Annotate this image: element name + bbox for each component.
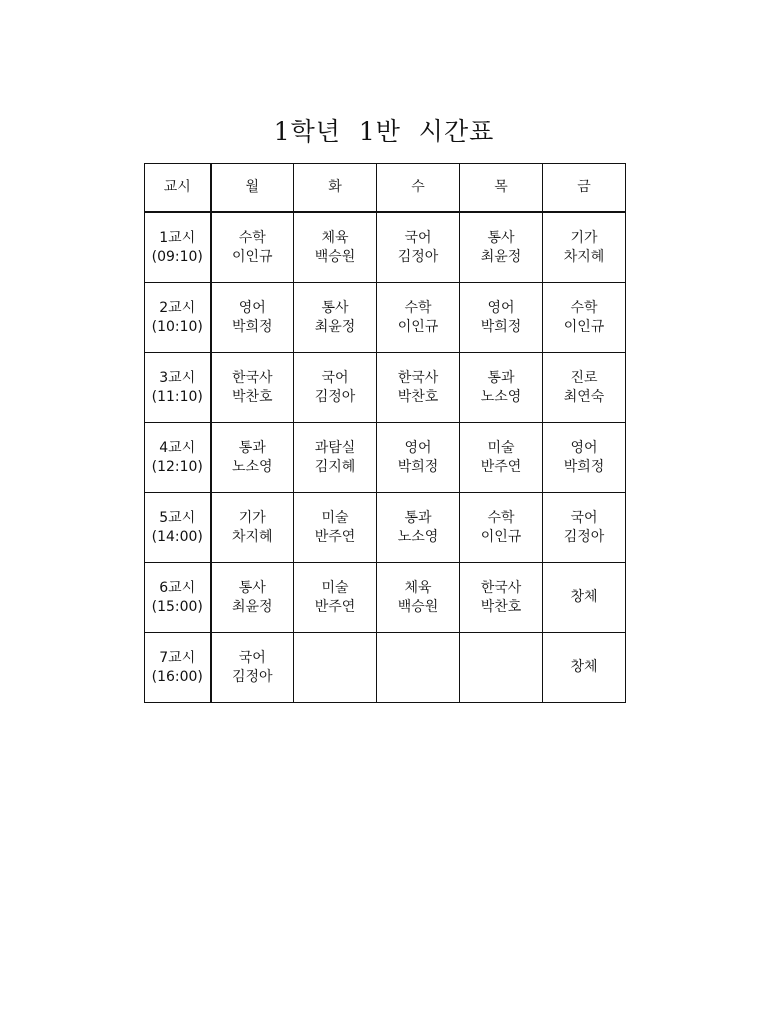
subject-name: 한국사	[397, 369, 439, 386]
table-row	[145, 283, 626, 353]
class-cell-fri	[543, 283, 626, 353]
teacher-name: 김정아	[314, 388, 356, 405]
teacher-name: 차지혜	[231, 528, 273, 545]
subject-name: 체육	[404, 579, 432, 596]
period-cell	[145, 353, 211, 423]
subject-name: 국어	[570, 509, 598, 526]
class-cell-tue	[294, 283, 377, 353]
teacher-name: 박찬호	[231, 388, 273, 405]
header-day-thu: 목	[460, 164, 543, 213]
teacher-name: 김정아	[563, 528, 605, 545]
subject-name: 창체	[570, 659, 598, 675]
class-cell-thu	[460, 353, 543, 423]
teacher-name: 차지혜	[563, 248, 605, 265]
header-period: 교시	[145, 164, 211, 213]
class-cell-mon	[211, 212, 294, 283]
header-day-mon: 월	[211, 164, 294, 213]
period-time: (11:10)	[151, 388, 203, 405]
class-cell-wed	[377, 212, 460, 283]
teacher-name: 이인규	[231, 248, 273, 265]
class-cell-mon	[211, 353, 294, 423]
teacher-name: 김지혜	[314, 458, 356, 475]
class-cell-wed	[377, 283, 460, 353]
class-cell-thu	[460, 423, 543, 493]
teacher-name: 이인규	[480, 528, 522, 545]
class-cell-tue	[294, 212, 377, 283]
period-cell	[145, 212, 211, 283]
header-day-wed: 수	[377, 164, 460, 213]
teacher-name: 박찬호	[397, 388, 439, 405]
class-cell-tue	[294, 633, 377, 703]
subject-name: 진로	[570, 369, 598, 386]
teacher-name: 최연숙	[563, 388, 605, 405]
period-time: (10:10)	[151, 318, 203, 335]
class-cell-fri	[543, 493, 626, 563]
header-row	[145, 164, 626, 213]
timetable	[144, 163, 626, 703]
subject-name: 기가	[238, 509, 266, 526]
subject-name: 과탐실	[314, 439, 356, 456]
teacher-name: 박찬호	[480, 598, 522, 615]
class-cell-fri	[543, 353, 626, 423]
subject-name: 영어	[404, 439, 432, 456]
class-cell-wed	[377, 633, 460, 703]
class-cell-wed	[377, 353, 460, 423]
class-cell-thu	[460, 283, 543, 353]
class-cell-tue	[294, 353, 377, 423]
class-cell-fri	[543, 212, 626, 283]
teacher-name: 이인규	[563, 318, 605, 335]
table-row	[145, 633, 626, 703]
subject-name: 통과	[404, 509, 432, 526]
teacher-name: 김정아	[397, 248, 439, 265]
teacher-name: 최윤정	[231, 598, 273, 615]
class-cell-tue	[294, 423, 377, 493]
teacher-name: 박희정	[231, 318, 273, 335]
subject-name: 영어	[570, 439, 598, 456]
table-row	[145, 423, 626, 493]
teacher-name: 박희정	[397, 458, 439, 475]
subject-name: 기가	[570, 229, 598, 246]
header-day-tue: 화	[294, 164, 377, 213]
subject-name: 미술	[321, 579, 349, 596]
class-cell-wed	[377, 493, 460, 563]
period-time: (16:00)	[151, 668, 203, 685]
period-label: 3교시	[159, 369, 196, 386]
teacher-name: 박희정	[563, 458, 605, 475]
subject-name: 통과	[238, 439, 266, 456]
table-row	[145, 212, 626, 283]
class-cell-mon	[211, 283, 294, 353]
subject-name: 국어	[321, 369, 349, 386]
period-cell	[145, 423, 211, 493]
teacher-name: 노소영	[231, 458, 273, 475]
class-cell-thu	[460, 563, 543, 633]
class-cell-mon	[211, 493, 294, 563]
class-cell-mon	[211, 563, 294, 633]
period-label: 4교시	[159, 439, 196, 456]
header-day-fri: 금	[543, 164, 626, 213]
table-row	[145, 493, 626, 563]
class-cell-wed	[377, 423, 460, 493]
period-cell	[145, 563, 211, 633]
teacher-name: 반주연	[314, 598, 356, 615]
teacher-name: 반주연	[480, 458, 522, 475]
subject-name: 통과	[487, 369, 515, 386]
teacher-name: 노소영	[397, 528, 439, 545]
subject-name: 수학	[570, 299, 598, 316]
class-cell-thu	[460, 633, 543, 703]
period-label: 5교시	[159, 509, 196, 526]
table-row	[145, 563, 626, 633]
class-cell-tue	[294, 563, 377, 633]
subject-name: 미술	[487, 439, 515, 456]
teacher-name: 반주연	[314, 528, 356, 545]
period-cell	[145, 633, 211, 703]
period-label: 6교시	[159, 579, 196, 596]
page-title: 1학년 1반 시간표	[273, 117, 495, 146]
subject-name: 국어	[404, 229, 432, 246]
subject-name: 수학	[238, 229, 266, 246]
period-label: 7교시	[159, 649, 196, 666]
teacher-name: 이인규	[397, 318, 439, 335]
subject-name: 한국사	[231, 369, 273, 386]
period-label: 1교시	[159, 229, 196, 246]
subject-name: 수학	[487, 509, 515, 526]
teacher-name: 백승원	[314, 248, 356, 265]
teacher-name: 김정아	[231, 668, 273, 685]
teacher-name: 최윤정	[314, 318, 356, 335]
class-cell-mon	[211, 633, 294, 703]
teacher-name: 노소영	[480, 388, 522, 405]
subject-name: 영어	[487, 299, 515, 316]
subject-name: 미술	[321, 509, 349, 526]
class-cell-tue	[294, 493, 377, 563]
subject-name: 창체	[570, 589, 598, 605]
period-cell	[145, 283, 211, 353]
class-cell-thu	[460, 212, 543, 283]
period-time: (09:10)	[151, 248, 203, 265]
teacher-name: 백승원	[397, 598, 439, 615]
subject-name: 통사	[487, 229, 515, 246]
period-time: (12:10)	[151, 458, 203, 475]
subject-name: 체육	[321, 229, 349, 246]
period-label: 2교시	[159, 299, 196, 316]
class-cell-wed	[377, 563, 460, 633]
subject-name: 통사	[321, 299, 349, 316]
table-row	[145, 353, 626, 423]
subject-name: 한국사	[480, 579, 522, 596]
period-time: (14:00)	[151, 528, 203, 545]
subject-name: 영어	[238, 299, 266, 316]
period-time: (15:00)	[151, 598, 203, 615]
class-cell-thu	[460, 493, 543, 563]
class-cell-mon	[211, 423, 294, 493]
subject-name: 통사	[238, 579, 266, 596]
teacher-name: 최윤정	[480, 248, 522, 265]
class-cell-fri	[543, 563, 626, 633]
teacher-name: 박희정	[480, 318, 522, 335]
class-cell-fri	[543, 633, 626, 703]
class-cell-fri	[543, 423, 626, 493]
subject-name: 국어	[238, 649, 266, 666]
timetable-body	[145, 212, 626, 703]
subject-name: 수학	[404, 299, 432, 316]
period-cell	[145, 493, 211, 563]
